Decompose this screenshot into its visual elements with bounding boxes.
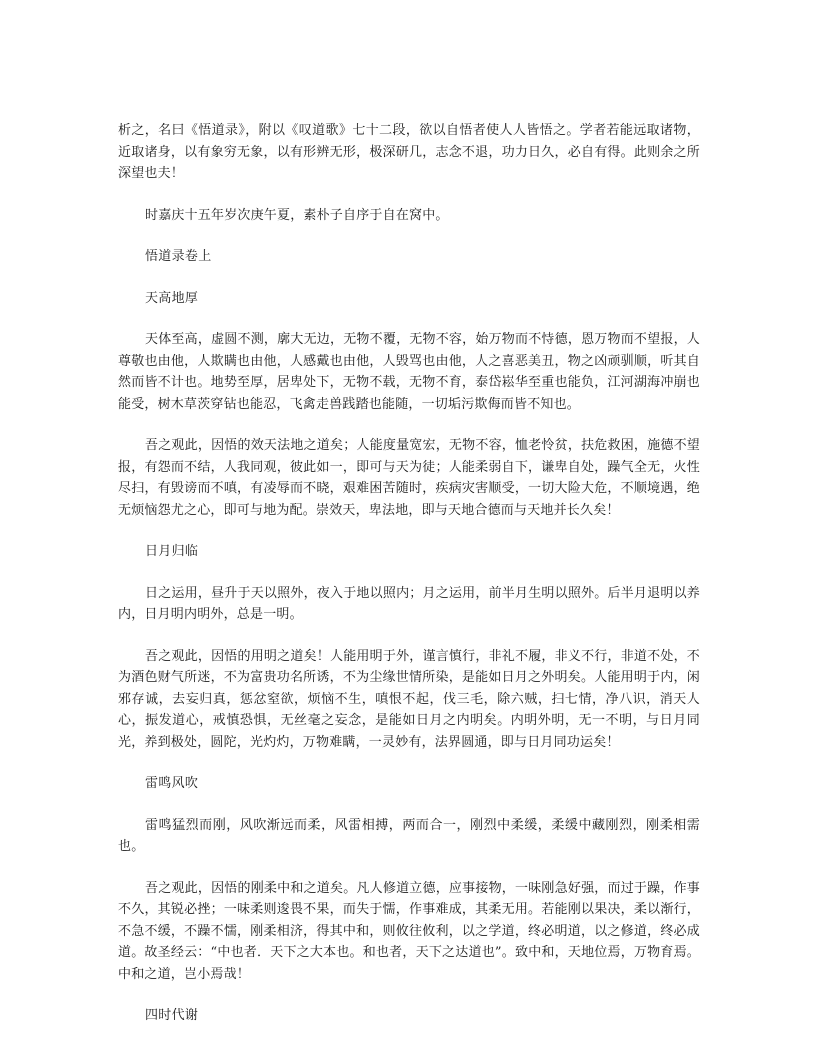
paragraph-thunder-wind: 雷鸣猛烈而刚，风吹渐远而柔，风雷相搏，两而合一，刚烈中柔缓，柔缓中藏刚烈，刚柔相需也。 xyxy=(118,817,700,854)
paragraph-sun-moon: 日之运用，昼升于天以照外，夜入于地以照内；月之运用，前半月生明以照外。后半月退明以养内，日月明内明外，总是一明。 xyxy=(118,585,700,622)
paragraph-sun-moon-insight: 吾之观此，因悟的用明之道矣！人能用明于外，谨言慎行，非礼不履，非义不行，非道不处，不为酒色财气所迷，不为富贵功名所诱，不为尘缘世情所染，是能如日月之外明矣。人能用明于内，闲邪存诚，去妄归真，惩忿窒欲，烦恼不生，嗔恨不起，伐三毛，除六贼，扫七情，净八识，消天人心，振发道心，戒慎恐惧，无丝毫之妄念，是能如日月之内明矣。内明外明，无一不明，与日月同光，养到极处，圆陀，光灼灼，万物难瞒，一灵妙有，法界圆通，即与日月同功运矣！ xyxy=(118,648,700,750)
paragraph-thunder-wind-insight: 吾之观此，因悟的刚柔中和之道矣。凡人修道立德，应事接物，一味刚急好强，而过于躁，作事不久，其锐必挫；一味柔则逡畏不果，而失于懦，作事难成，其柔无用。若能刚以果决，柔以渐行，不急不缓，不躁不懦，刚柔相济，得其中和，则攸往攸利，以之学道，终必明道，以之修道，终必成道。故圣经云：“中也者．天下之大本也。和也者，天下之达道也”。致中和，天地位焉，万物育焉。中和之道，岂小焉哉！ xyxy=(118,880,700,982)
document-page xyxy=(118,120,700,1047)
paragraph-heaven-earth-insight: 吾之观此，因悟的效天法地之道矣；人能度量宽宏，无物不容，恤老怜贫，扶危救困，施德不望报，有怨而不结，人我同观，彼此如一，即可与天为徒；人能柔弱自下，谦卑自处，躁气全无，火性尽扫，有毁谤而不嗔，有凌辱而不晓，艰难困苦随时，疾病灾害顺受，一切大险大危，不顺境遇，绝无烦恼怨尤之心，即可与地为配。崇效天，卑法地，即与天地合德而与天地并长久矣！ xyxy=(118,438,700,518)
volume-title: 悟道录卷上 xyxy=(145,249,212,264)
paragraph-preface-date: 时嘉庆十五年岁次庚午夏，素朴子自序于自在窝中。 xyxy=(145,207,449,223)
paragraph-heaven-earth: 天体至高，虚圆不测，廓大无边，无物不覆，无物不容，始万物而不恃德，恩万物而不望报，人尊敬也由他，人欺瞒也由他，人感戴也由他，人毁骂也由他，人之喜恶美丑，物之凶顽驯顺，听其自然而皆不计也。地势至厚，居卑处下，无物不载，无物不育，泰岱崧华至重也能负，江河湖海冲崩也能受，树木草茨穿钻也能忍，飞禽走兽践踏也能随，一切垢污欺侮而皆不知也。 xyxy=(118,332,700,412)
section-heading-ri-yue-gui-lin: 日月归临 xyxy=(145,544,199,559)
paragraph-preface-ending: 析之，名曰《悟道录》，附以《叹道歌》七十二段，欲以自悟者使人人皆悟之。学者若能远取诸物，近取诸身，以有象穷无象，以有形辨无形，极深研几，志念不退，功力日久，必自有得。此则余之所深望也夫！ xyxy=(118,123,700,181)
section-heading-lei-ming-feng-chui: 雷鸣风吹 xyxy=(145,776,199,791)
section-heading-tian-gao-di-hou: 天高地厚 xyxy=(145,290,199,306)
section-heading-si-shi-dai-xie: 四时代谢 xyxy=(145,1008,199,1023)
